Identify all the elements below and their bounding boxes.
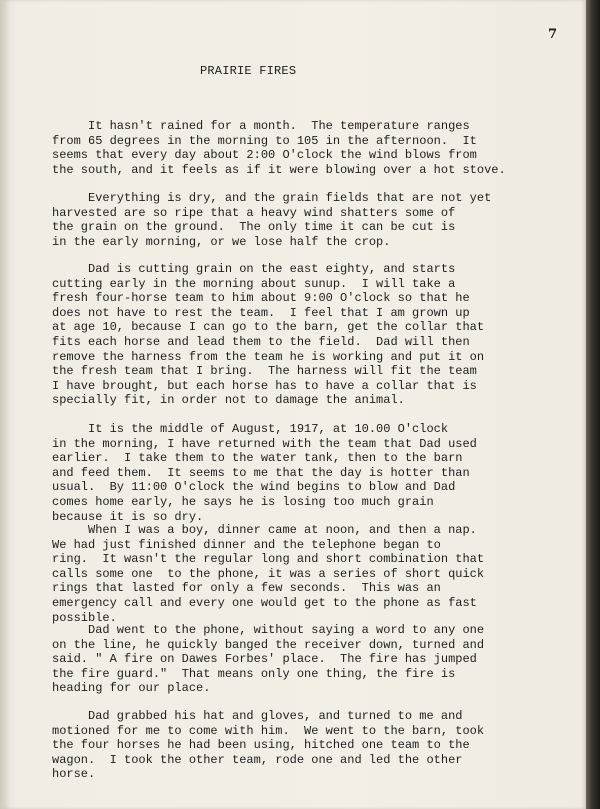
paragraph-2: Everything is dry, and the grain fields that are not yet harvested are so ripe that a heavy wind shatters some of the grain on the ground. The only time it can be cut is in the early morning, or we lose half the crop. (52, 191, 492, 249)
page-gutter-shadow (0, 0, 10, 809)
paragraph-7: Dad grabbed his hat and gloves, and turned to me and motioned for me to come with him. We went to the barn, took the four horses he had been using, hitched one team to the wagon. I took the other team, rode one and led the other horse. (52, 709, 485, 782)
chapter-title: PRAIRIE FIRES (200, 64, 297, 78)
paragraph-4: It is the middle of August, 1917, at 10.00 O'clock in the morning, I have returned with the team that Dad used earlier. I take them to the water tank, then to the barn and feed them. It seems to me that the day is hotter than usual. By 11:00 O'clock the wind begins to blow and Dad comes home early, he says he is losing too much grain because it is so dry. (52, 422, 477, 524)
paragraph-1: It hasn't rained for a month. The temperature ranges from 65 degrees in the morning to 105 in the afternoon. It seems that every day about 2:00 O'clock the wind blows from the south, and it feels as if it were blowing over a hot stove. (52, 119, 506, 177)
book-edge (586, 0, 600, 809)
paragraph-3: Dad is cutting grain on the east eighty, and starts cutting early in the morning about sunup. I will take a fresh four-horse team to him about 9:00 O'clock so that he does not have to rest the team. I feel that I am grown up at age 10, because I can go to the barn, get the collar that fits each horse and lead them to the field. Dad will then remove the harness from the team he is working and put it on the fresh team that I bring. The harness will fit the team I have brought, but each horse has to have a collar that is specially fit, in order not to damage the animal. (52, 262, 485, 408)
paragraph-6: Dad went to the phone, without saying a word to any one on the line, he quickly banged the receiver down, turned and said. " A fire on Dawes Forbes' place. The fire has jumped the fire guard." That means only one thing, the fire is heading for our place. (52, 623, 485, 696)
page-number: 7 (548, 27, 558, 42)
paragraph-5: When I was a boy, dinner came at noon, and then a nap. We had just finished dinner and the telephone began to ring. It wasn't the regular long and short combination that calls some one to the phone, it was a series of short quick rings that lasted for only a few seconds. This was an emergency call and every one would get to the phone as fast possible. (52, 523, 485, 625)
